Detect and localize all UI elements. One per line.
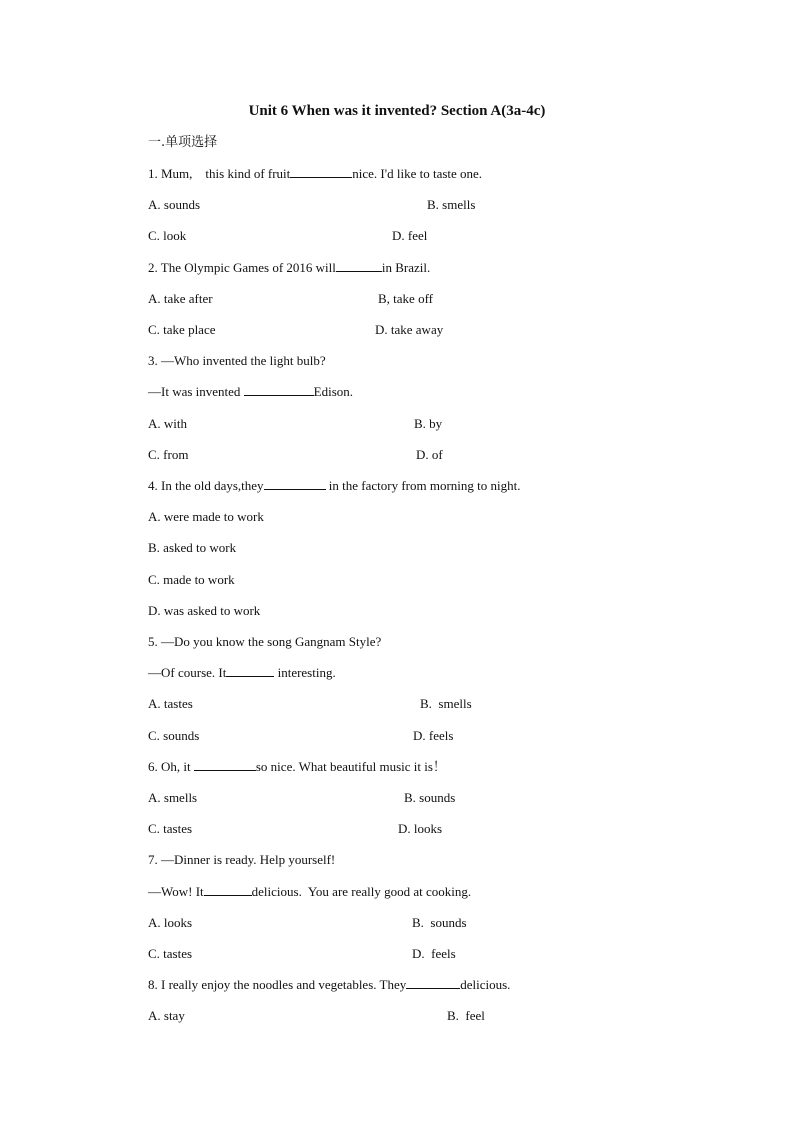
option-a: A. were made to work bbox=[148, 509, 264, 524]
question-text: in the factory from morning to night. bbox=[325, 478, 521, 493]
option-a: A. looks bbox=[148, 915, 193, 930]
question-text: —It was invented bbox=[148, 384, 244, 399]
question-6-stem bbox=[148, 758, 446, 776]
question-1-stem bbox=[148, 165, 482, 183]
option-d: D. feels bbox=[413, 728, 454, 743]
answer-blank bbox=[336, 259, 382, 272]
question-text: in Brazil. bbox=[381, 260, 431, 275]
question-text: 4. In the old days,they bbox=[148, 478, 264, 493]
option-d: D. feels bbox=[412, 946, 456, 961]
question-4-stem bbox=[148, 477, 521, 495]
question-text: so nice. What beautiful music it is！ bbox=[255, 759, 446, 774]
question-3-response bbox=[148, 383, 353, 401]
question-text: delicious. You are really good at cooking. bbox=[251, 884, 472, 899]
question-text: 6. Oh, it bbox=[148, 759, 194, 774]
option-b: B. sounds bbox=[412, 915, 467, 930]
question-text: 2. The Olympic Games of 2016 will bbox=[148, 260, 336, 275]
option-c: C. look bbox=[148, 228, 187, 243]
question-text: interesting. bbox=[274, 665, 336, 680]
option-b: B. smells bbox=[420, 696, 472, 711]
question-text: nice. I'd like to taste one. bbox=[352, 166, 483, 181]
answer-blank bbox=[290, 165, 352, 178]
option-c: C. made to work bbox=[148, 572, 235, 587]
option-a: A. sounds bbox=[148, 197, 201, 212]
option-d: D. of bbox=[416, 447, 443, 462]
question-7-stem: 7. —Dinner is ready. Help yourself! bbox=[148, 852, 336, 867]
option-a: A. smells bbox=[148, 790, 198, 805]
answer-blank bbox=[204, 883, 252, 896]
answer-blank bbox=[226, 664, 274, 677]
answer-blank bbox=[264, 477, 326, 490]
option-c: C. tastes bbox=[148, 946, 193, 961]
option-a: A. stay bbox=[148, 1008, 185, 1023]
option-b: B. smells bbox=[427, 197, 476, 212]
answer-blank bbox=[194, 758, 256, 771]
question-text: delicious. bbox=[460, 977, 511, 992]
option-d: D. looks bbox=[398, 821, 443, 836]
question-7-response bbox=[148, 883, 471, 901]
question-2-stem bbox=[148, 259, 430, 277]
question-text: 1. Mum, this kind of fruit bbox=[148, 166, 291, 181]
option-a: A. with bbox=[148, 416, 187, 431]
question-5-stem: 5. —Do you know the song Gangnam Style? bbox=[148, 634, 382, 649]
option-d: D. take away bbox=[375, 322, 444, 337]
option-d: D. was asked to work bbox=[148, 603, 261, 618]
option-b: B. sounds bbox=[404, 790, 456, 805]
question-5-response bbox=[148, 664, 336, 682]
answer-blank bbox=[244, 383, 314, 396]
question-text: —Wow! It bbox=[148, 884, 204, 899]
option-c: C. take place bbox=[148, 322, 216, 337]
option-c: C. sounds bbox=[148, 728, 200, 743]
option-c: C. from bbox=[148, 447, 189, 462]
option-b: B. by bbox=[414, 416, 443, 431]
answer-blank bbox=[406, 976, 460, 989]
section-heading: 一.单项选择 bbox=[148, 135, 218, 150]
option-d: D. feel bbox=[392, 228, 428, 243]
question-text: —Of course. It bbox=[148, 665, 227, 680]
option-b: B. feel bbox=[447, 1008, 485, 1023]
question-8-stem bbox=[148, 976, 510, 994]
option-b: B, take off bbox=[378, 291, 433, 306]
option-a: A. take after bbox=[148, 291, 213, 306]
question-text: 8. I really enjoy the noodles and vegetables. They bbox=[148, 977, 407, 992]
question-3-stem: 3. —Who invented the light bulb? bbox=[148, 353, 326, 368]
question-text: Edison. bbox=[313, 384, 354, 399]
option-b: B. asked to work bbox=[148, 540, 237, 555]
document-title: Unit 6 When was it invented? Section A(3a-4c) bbox=[248, 103, 546, 119]
option-c: C. tastes bbox=[148, 821, 193, 836]
option-a: A. tastes bbox=[148, 696, 193, 711]
